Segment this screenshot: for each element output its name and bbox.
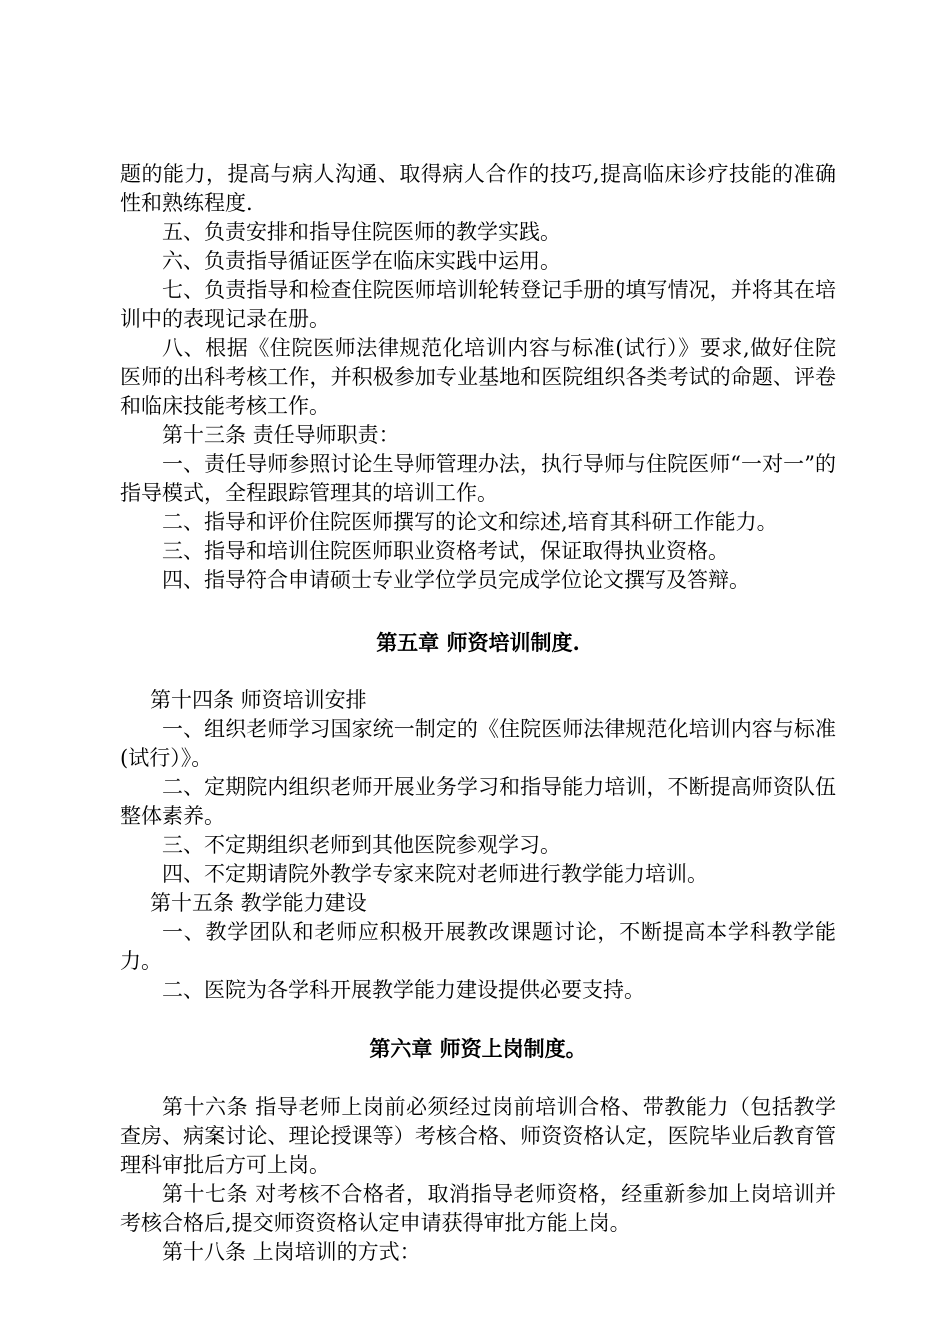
paragraph: 第十六条 指导老师上岗前必须经过岗前培训合格、带教能力（包括教学查房、病案讨论、理论授课等）考核合格、师资资格认定，医院毕业后教育管理科审批后方可上岗。 [120,1095,836,1177]
paragraph: 八、根据《住院医师法律规范化培训内容与标准(试行）》要求,做好住院医师的出科考核工作，并积极参加专业基地和医院组织各类考试的命题、评卷和临床技能考核工作。 [120,336,836,418]
paragraph: 二、医院为各学科开展教学能力建设提供必要支持。 [162,978,645,1002]
chapter-title: 第六章 师资上岗制度。 [369,1036,587,1061]
paragraph: 一、教学团队和老师应积极开展教改课题讨论，不断提高本学科教学能力。 [120,920,836,973]
article-heading: 第十五条 教学能力建设 [150,891,367,915]
paragraph: 六、负责指导循证医学在临床实践中运用。 [162,249,561,273]
document-page [120,160,836,1267]
paragraph: 三、不定期组织老师到其他医院参观学习。 [162,833,561,857]
paragraph: 第十七条 对考核不合格者，取消指导老师资格，经重新参加上岗培训并考核合格后,提交师资资格认定申请获得审批方能上岗。 [120,1182,836,1235]
paragraph: 四、指导符合申请硕士专业学位学员完成学位论文撰写及答辩。 [162,568,750,592]
article-heading: 第十三条 责任导师职责： [162,423,400,447]
article-heading: 第十四条 师资培训安排 [150,688,367,712]
paragraph: 四、不定期请院外教学专家来院对老师进行教学能力培训。 [162,862,708,886]
paragraph: 题的能力，提高与病人沟通、取得病人合作的技巧,提高临床诊疗技能的准确性和熟练程度. [120,162,836,215]
paragraph: 七、负责指导和检查住院医师培训轮转登记手册的填写情况，并将其在培训中的表现记录在册。 [120,278,836,331]
paragraph: 二、指导和评价住院医师撰写的论文和综述,培育其科研工作能力。 [162,510,778,534]
paragraph: 一、组织老师学习国家统一制定的《住院医师法律规范化培训内容与标准(试行）》。 [120,717,836,770]
paragraph: 三、指导和培训住院医师职业资格考试，保证取得执业资格。 [162,539,729,563]
paragraph: 一、责任导师参照讨论生导师管理办法，执行导师与住院医师“一对一”的指导模式，全程跟踪管理其的培训工作。 [120,452,836,505]
article-heading: 第十八条 上岗培训的方式： [162,1240,421,1264]
paragraph: 五、负责安排和指导住院医师的教学实践。 [162,220,561,244]
paragraph: 二、定期院内组织老师开展业务学习和指导能力培训，不断提高师资队伍整体素养。 [120,775,836,828]
chapter-title: 第五章 师资培训制度. [376,630,580,655]
